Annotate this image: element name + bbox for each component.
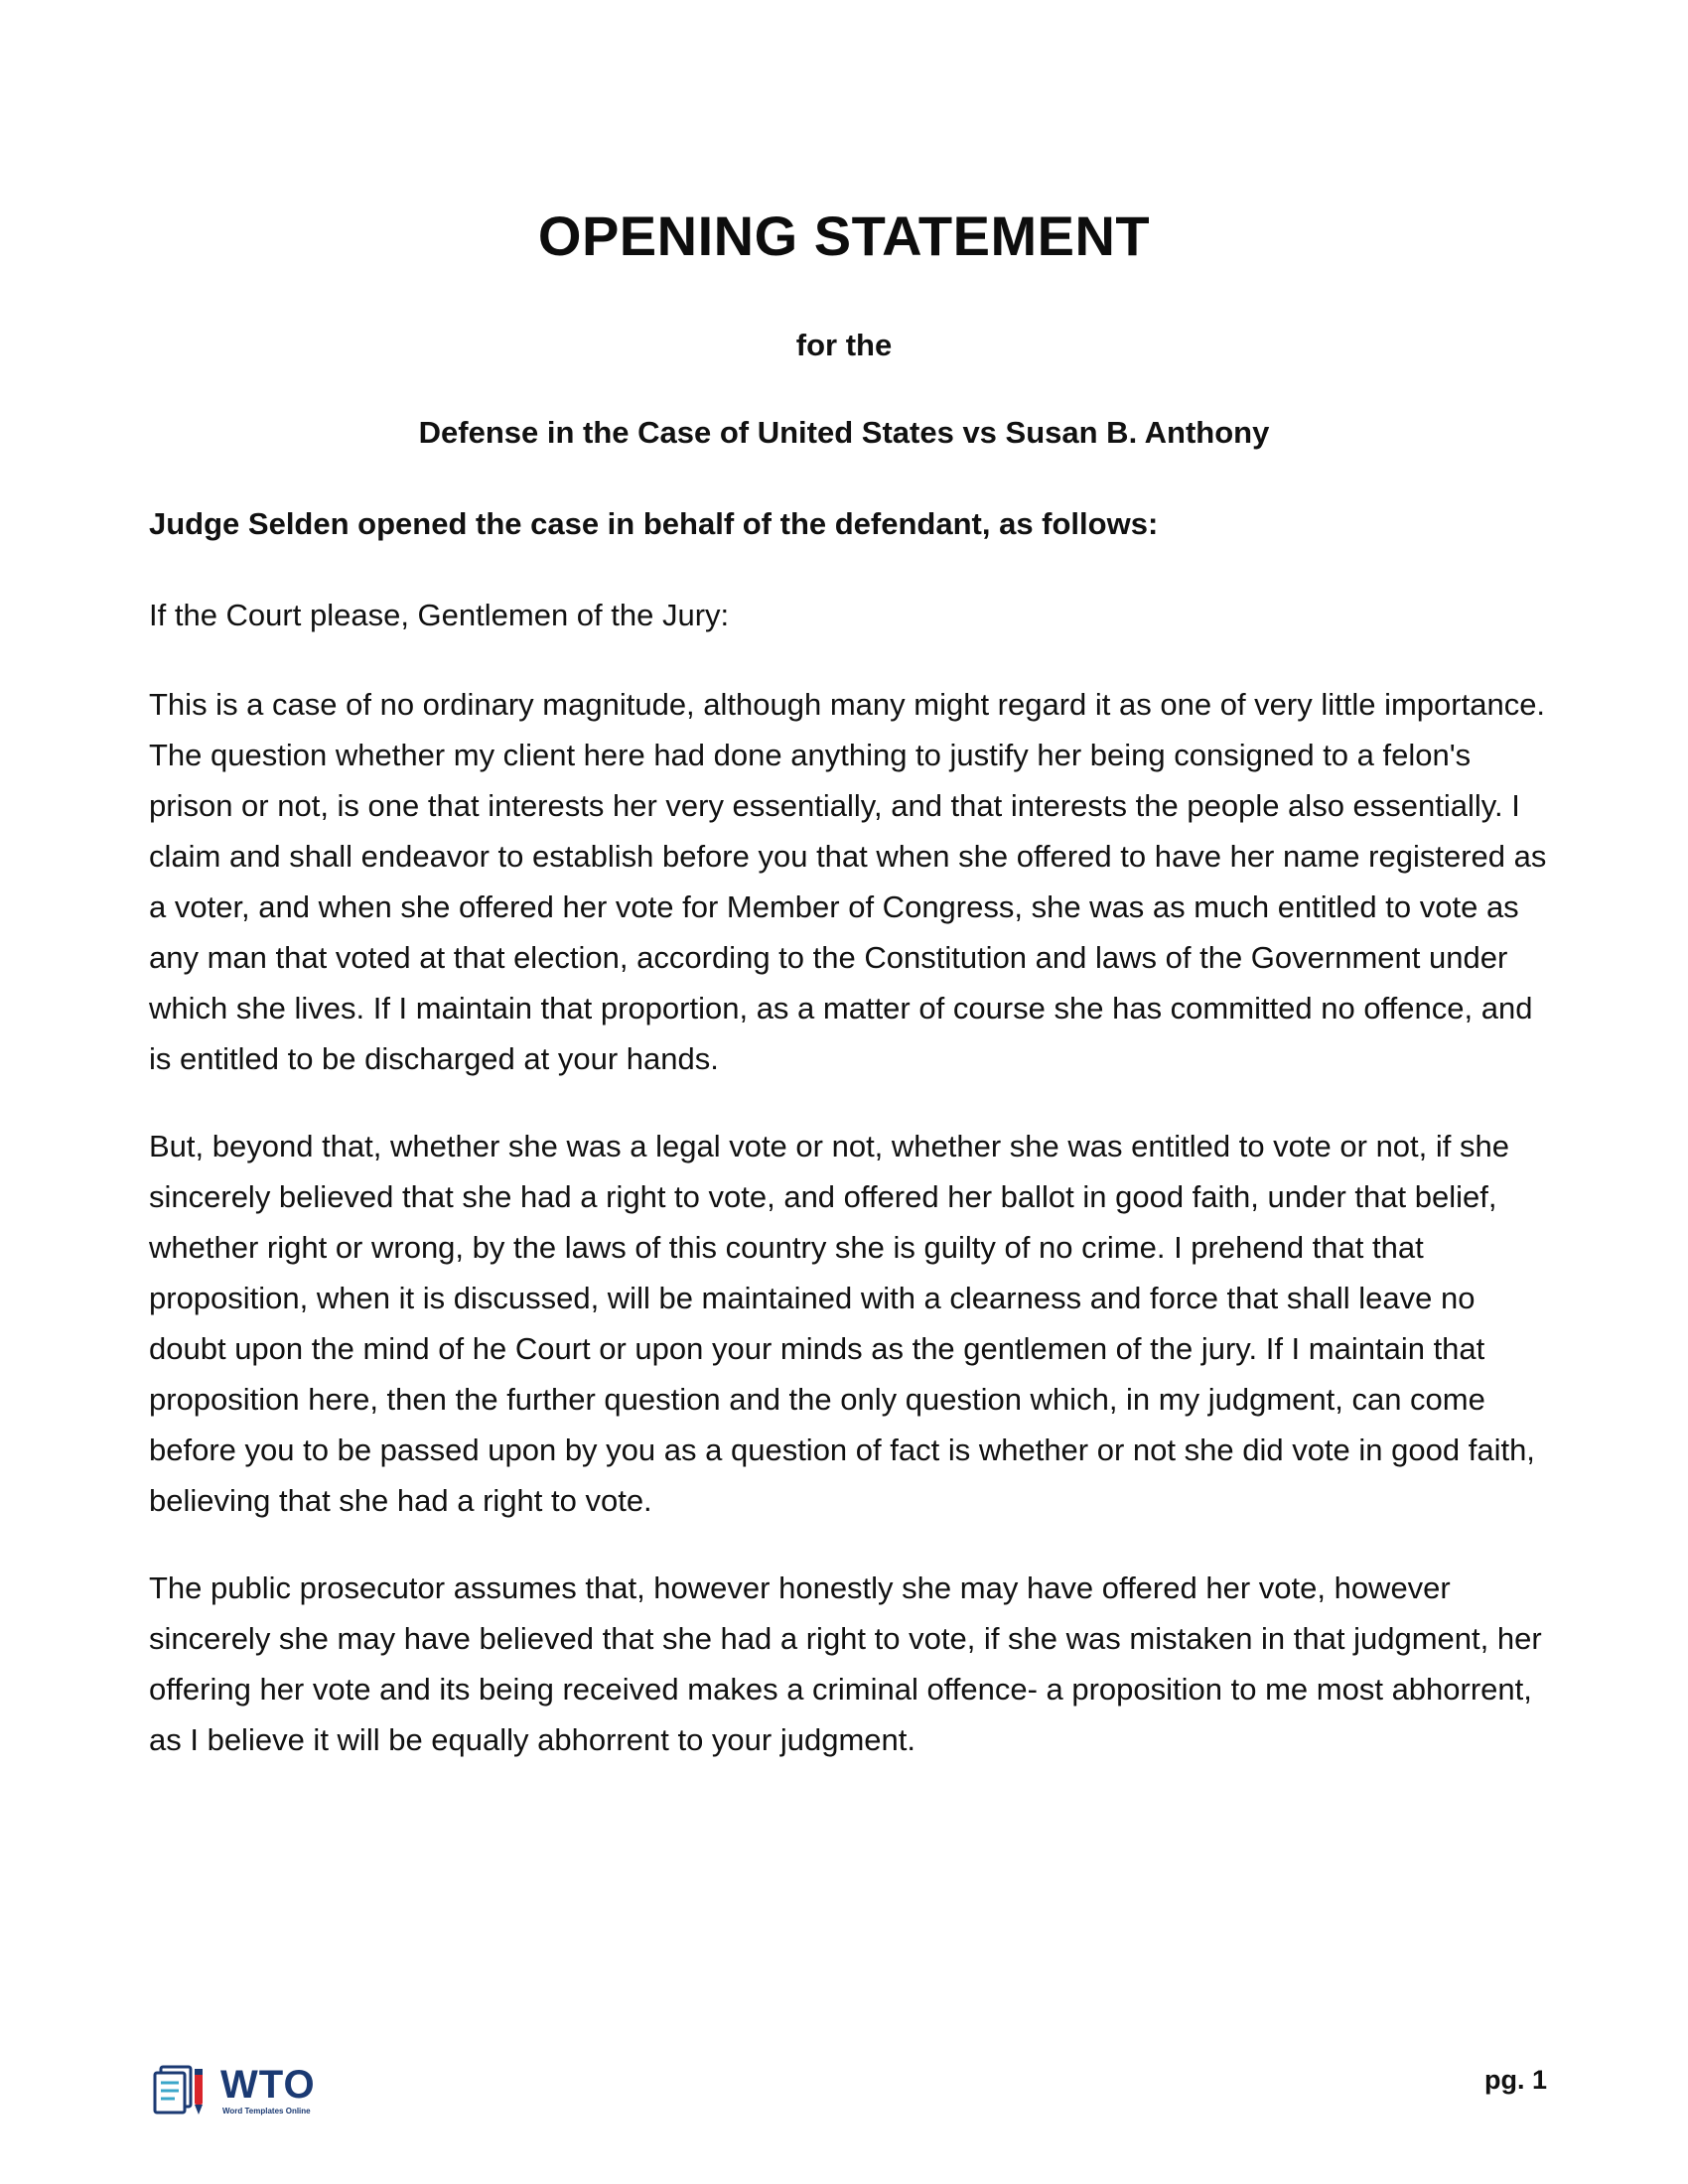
paragraph-3: The public prosecutor assumes that, however honestly she may have offered her vote, however sincerely she may have believed that she had a right to vote, if she was mistaken in that judgment, her offering her vote and its being received makes a criminal offence- a proposition to me most abhorrent, as I believe it will be equally abhorrent to your judgment.	[149, 1570, 1542, 1757]
document-body	[149, 504, 1549, 1802]
intro-line: Judge Selden opened the case in behalf of the defendant, as follows:	[149, 506, 1159, 541]
document-subtitle: for the	[795, 328, 893, 362]
logo-text: WTO	[220, 2063, 316, 2107]
logo-tagline: Word Templates Online	[222, 2107, 311, 2116]
document-pen-icon	[151, 2063, 216, 2118]
case-heading: Defense in the Case of United States vs Susan B. Anthony	[418, 415, 1270, 450]
wto-logo	[151, 2063, 330, 2120]
paragraph-salutation: If the Court please, Gentlemen of the Jury:	[149, 598, 730, 632]
page-number: pg. 1	[1483, 2065, 1547, 2095]
paragraph-1: This is a case of no ordinary magnitude, although many might regard it as one of very little importance. The question whether my client here had done anything to justify her being consigned to a felon's prison or not, is one that interests her very essentially, and that interests the people also essentially. I claim and shall endeavor to establish before you that when she offered to have her name registered as a voter, and when she offered her vote for Member of Congress, she was as much entitled to vote as any man that voted at that election, according to the Constitution and laws of the Government under which she lives. If I maintain that proportion, as a matter of course she has committed no offence, and is entitled to be discharged at your hands.	[149, 687, 1547, 1076]
document-title: OPENING STATEMENT	[537, 205, 1151, 267]
paragraph-2: But, beyond that, whether she was a legal vote or not, whether she was entitled to vote or not, if she sincerely believed that she had a right to vote, and offered her ballot in good faith, under that belief, whether right or wrong, by the laws of this country she is guilty of no crime. I prehend that that proposition, when it is discussed, will be maintained with a clearness and force that shall leave no doubt upon the mind of he Court or upon your minds as the gentlemen of the jury. If I maintain that proposition here, then the further question and the only question which, in my judgment, can come before you to be passed upon by you as a question of fact is whether or not she did vote in good faith, believing that she had a right to vote.	[149, 1129, 1535, 1518]
